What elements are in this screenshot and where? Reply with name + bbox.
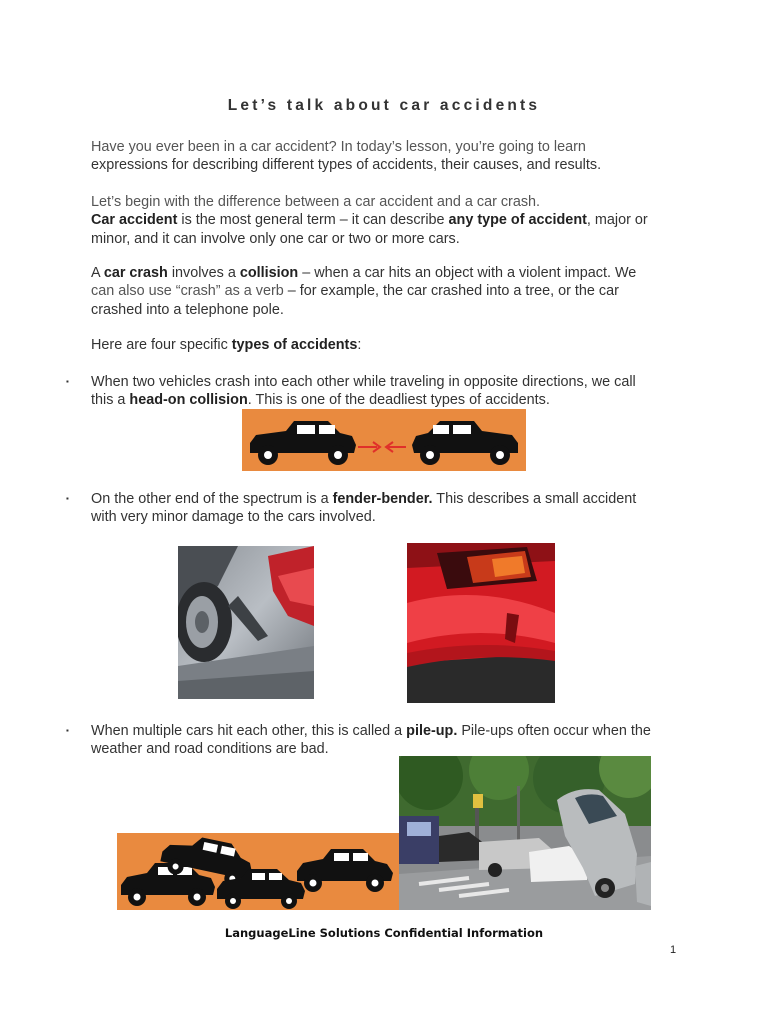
term-types-of-accidents: types of accidents bbox=[231, 337, 358, 353]
term-pile-up: pile-up. bbox=[406, 723, 458, 739]
crash-line-2: can also use “crash” as a verb – for example, the car crashed into a tree, or the car bbox=[91, 283, 619, 300]
page-number: 1 bbox=[670, 944, 677, 956]
pileup-paragraph: When multiple cars hit each other, this is called a pile-up. Pile-ups often occur when the weather and road conditions are bad. bbox=[91, 723, 651, 758]
term-any-type: any type of accident bbox=[448, 212, 587, 229]
term-fender-bender: fender-bender. bbox=[332, 491, 433, 507]
bullet-icon: ▪ bbox=[66, 726, 69, 735]
fender-bender-photo-2 bbox=[407, 543, 555, 703]
bullet-icon: ▪ bbox=[66, 377, 69, 386]
head-on-collision-illustration bbox=[242, 409, 526, 471]
term-head-on-collision: head-on collision bbox=[129, 392, 248, 409]
bullet-icon: ▪ bbox=[66, 494, 69, 503]
term-car-accident: Car accident bbox=[91, 212, 178, 229]
fender-bender-photo-1 bbox=[178, 546, 314, 699]
pile-up-illustration bbox=[117, 833, 402, 910]
term-car-crash: car crash bbox=[103, 265, 168, 281]
intro-line-1: Have you ever been in a car accident? In today’s lesson, you’re going to learn bbox=[91, 139, 586, 155]
types-paragraph: Here are four specific types of accidents: bbox=[91, 337, 362, 353]
intro-line-2: expressions for describing different types of accidents, their causes, and results. bbox=[91, 157, 602, 174]
crash-line-3: crashed into a telephone pole. bbox=[91, 301, 284, 318]
term-collision: collision bbox=[239, 265, 299, 281]
begin-line-3: minor, and it can involve only one car or two or more cars. bbox=[91, 230, 460, 247]
begin-line-2: Car accident is the most general term – it can describe any type of accident, major or bbox=[91, 212, 648, 229]
begin-paragraph bbox=[91, 193, 691, 248]
page-title: Let’s talk about car accidents bbox=[227, 97, 541, 114]
crash-line-1: A car crash involves a collision – when a car hits an object with a violent impact. We bbox=[91, 265, 637, 281]
headon-paragraph: When two vehicles crash into each other while traveling in opposite directions, we call this a head-on collision. This is one of the deadliest types of accidents. bbox=[91, 374, 636, 409]
confidential-footer: LanguageLine Solutions Confidential Information bbox=[224, 926, 544, 940]
fender-paragraph: On the other end of the spectrum is a fender-bender. This describes a small accident with very minor damage to the cars involved. bbox=[91, 491, 637, 526]
crash-paragraph bbox=[91, 264, 691, 319]
intro-paragraph bbox=[91, 138, 691, 175]
begin-line-1: Let’s begin with the difference between a car accident and a car crash. bbox=[91, 194, 541, 210]
pile-up-photo bbox=[399, 756, 651, 910]
